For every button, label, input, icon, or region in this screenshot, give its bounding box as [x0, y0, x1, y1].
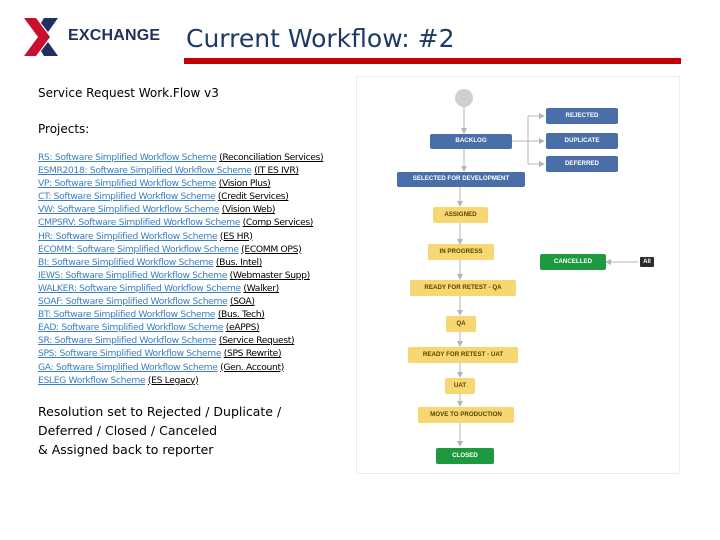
workflow-start-node: [455, 89, 473, 107]
project-note: (SOA): [229, 296, 255, 308]
state-deferred[interactable]: DEFERRED: [546, 156, 618, 172]
project-note: (Gen. Account): [220, 361, 284, 373]
project-link[interactable]: BI: Software Simplified Workflow Scheme: [38, 256, 214, 268]
project-link[interactable]: SR: Software Simplified Workflow Scheme: [38, 335, 217, 347]
project-link[interactable]: SOAF: Software Simplified Workflow Scheme: [38, 296, 228, 308]
exchange-logo-text: EXCHANGE: [68, 27, 161, 44]
project-note: (SPS Rewrite): [223, 348, 282, 360]
slide-title: Current Workflow: #2: [186, 24, 455, 53]
state-duplicate[interactable]: DUPLICATE: [546, 133, 618, 149]
project-item: [38, 243, 323, 256]
project-item: [38, 361, 323, 374]
project-item: [38, 295, 323, 308]
project-note: (Vision Plus): [218, 178, 271, 190]
project-item: [38, 282, 323, 295]
project-item: [38, 308, 323, 321]
state-cancelled[interactable]: CANCELLED: [540, 254, 606, 270]
project-note: (Reconciliation Services): [219, 152, 324, 163]
project-link[interactable]: ESLEG Workflow Scheme: [38, 374, 146, 386]
projects-label: Projects:: [38, 122, 90, 136]
project-note: (IT ES IVR): [254, 165, 299, 177]
resolution-note: [38, 402, 281, 459]
state-rejected[interactable]: REJECTED: [546, 108, 618, 124]
project-item: [38, 177, 323, 190]
project-list: [38, 151, 323, 387]
project-note: (Vision Web): [221, 204, 276, 216]
project-link[interactable]: ECOMM: Software Simplified Workflow Scheme: [38, 243, 239, 255]
workflow-diagram: [356, 76, 680, 476]
project-item: [38, 347, 323, 360]
project-item: [38, 190, 323, 203]
project-link[interactable]: GA: Software Simplified Workflow Scheme: [38, 361, 218, 373]
project-item: [38, 269, 323, 282]
project-note: (Walker): [243, 282, 279, 294]
resolution-line: Deferred / Closed / Canceled: [38, 423, 218, 438]
project-item: [38, 164, 323, 177]
project-link[interactable]: BT: Software Simplified Workflow Scheme: [38, 309, 216, 321]
project-link[interactable]: CT: Software Simplified Workflow Scheme: [38, 191, 216, 203]
project-note: (Credit Services): [217, 191, 289, 203]
project-link[interactable]: CMPSRV: Software Simplified Workflow Scheme: [38, 217, 241, 229]
project-link[interactable]: IEWS: Software Simplified Workflow Scheme: [38, 269, 228, 281]
project-link[interactable]: EAD: Software Simplified Workflow Scheme: [38, 322, 224, 334]
project-item: [38, 151, 323, 164]
project-item: [38, 256, 323, 269]
resolution-line: & Assigned back to reporter: [38, 442, 214, 457]
project-link[interactable]: HR: Software Simplified Workflow Scheme: [38, 230, 218, 242]
state-qa[interactable]: QA: [446, 316, 476, 332]
project-note: (Webmaster Supp): [229, 269, 310, 281]
project-item: [38, 374, 323, 387]
state-ready-for-retest-qa[interactable]: READY FOR RETEST - QA: [410, 280, 516, 296]
project-item: [38, 203, 323, 216]
project-item: [38, 216, 323, 229]
project-item: [38, 230, 323, 243]
resolution-line: Resolution set to Rejected / Duplicate /: [38, 404, 282, 419]
state-selected-for-development[interactable]: SELECTED FOR DEVELOPMENT: [397, 172, 525, 187]
project-note: (Bus. Intel): [215, 256, 262, 268]
workflow-connectors: [356, 76, 680, 476]
project-link[interactable]: ESMR2018: Software Simplified Workflow Scheme: [38, 165, 252, 177]
state-ready-for-retest-uat[interactable]: READY FOR RETEST - UAT: [408, 347, 518, 363]
state-in-progress[interactable]: IN PROGRESS: [428, 244, 494, 260]
project-note: (Service Request): [218, 335, 295, 347]
exchange-x-logo-icon: [24, 18, 64, 56]
project-note: (Comp Services): [242, 217, 314, 229]
project-note: (ES Legacy): [147, 374, 199, 386]
project-note: (Bus. Tech): [217, 309, 265, 321]
project-note: (ES HR): [219, 230, 253, 242]
project-note: (ECOMM OPS): [241, 243, 302, 255]
state-assigned[interactable]: ASSIGNED: [433, 207, 488, 223]
project-link[interactable]: VW: Software Simplified Workflow Scheme: [38, 204, 220, 216]
project-link[interactable]: RS: Software Simplified Workflow Scheme: [38, 152, 217, 163]
state-backlog[interactable]: BACKLOG: [430, 134, 512, 149]
workflow-heading: Service Request Work.Flow v3: [38, 86, 219, 100]
project-link[interactable]: SPS: Software Simplified Workflow Scheme: [38, 348, 222, 360]
state-move-to-production[interactable]: MOVE TO PRODUCTION: [418, 407, 514, 423]
state-closed[interactable]: CLOSED: [436, 448, 494, 464]
state-uat[interactable]: UAT: [445, 378, 475, 394]
project-item: [38, 321, 323, 334]
project-item: [38, 334, 323, 347]
project-note: (eAPPS): [225, 322, 260, 334]
title-underline: [184, 58, 681, 64]
all-transition-badge: All: [640, 257, 654, 267]
project-link[interactable]: VP: Software Simplified Workflow Scheme: [38, 178, 217, 190]
project-link[interactable]: WALKER: Software Simplified Workflow Scheme: [38, 282, 241, 294]
